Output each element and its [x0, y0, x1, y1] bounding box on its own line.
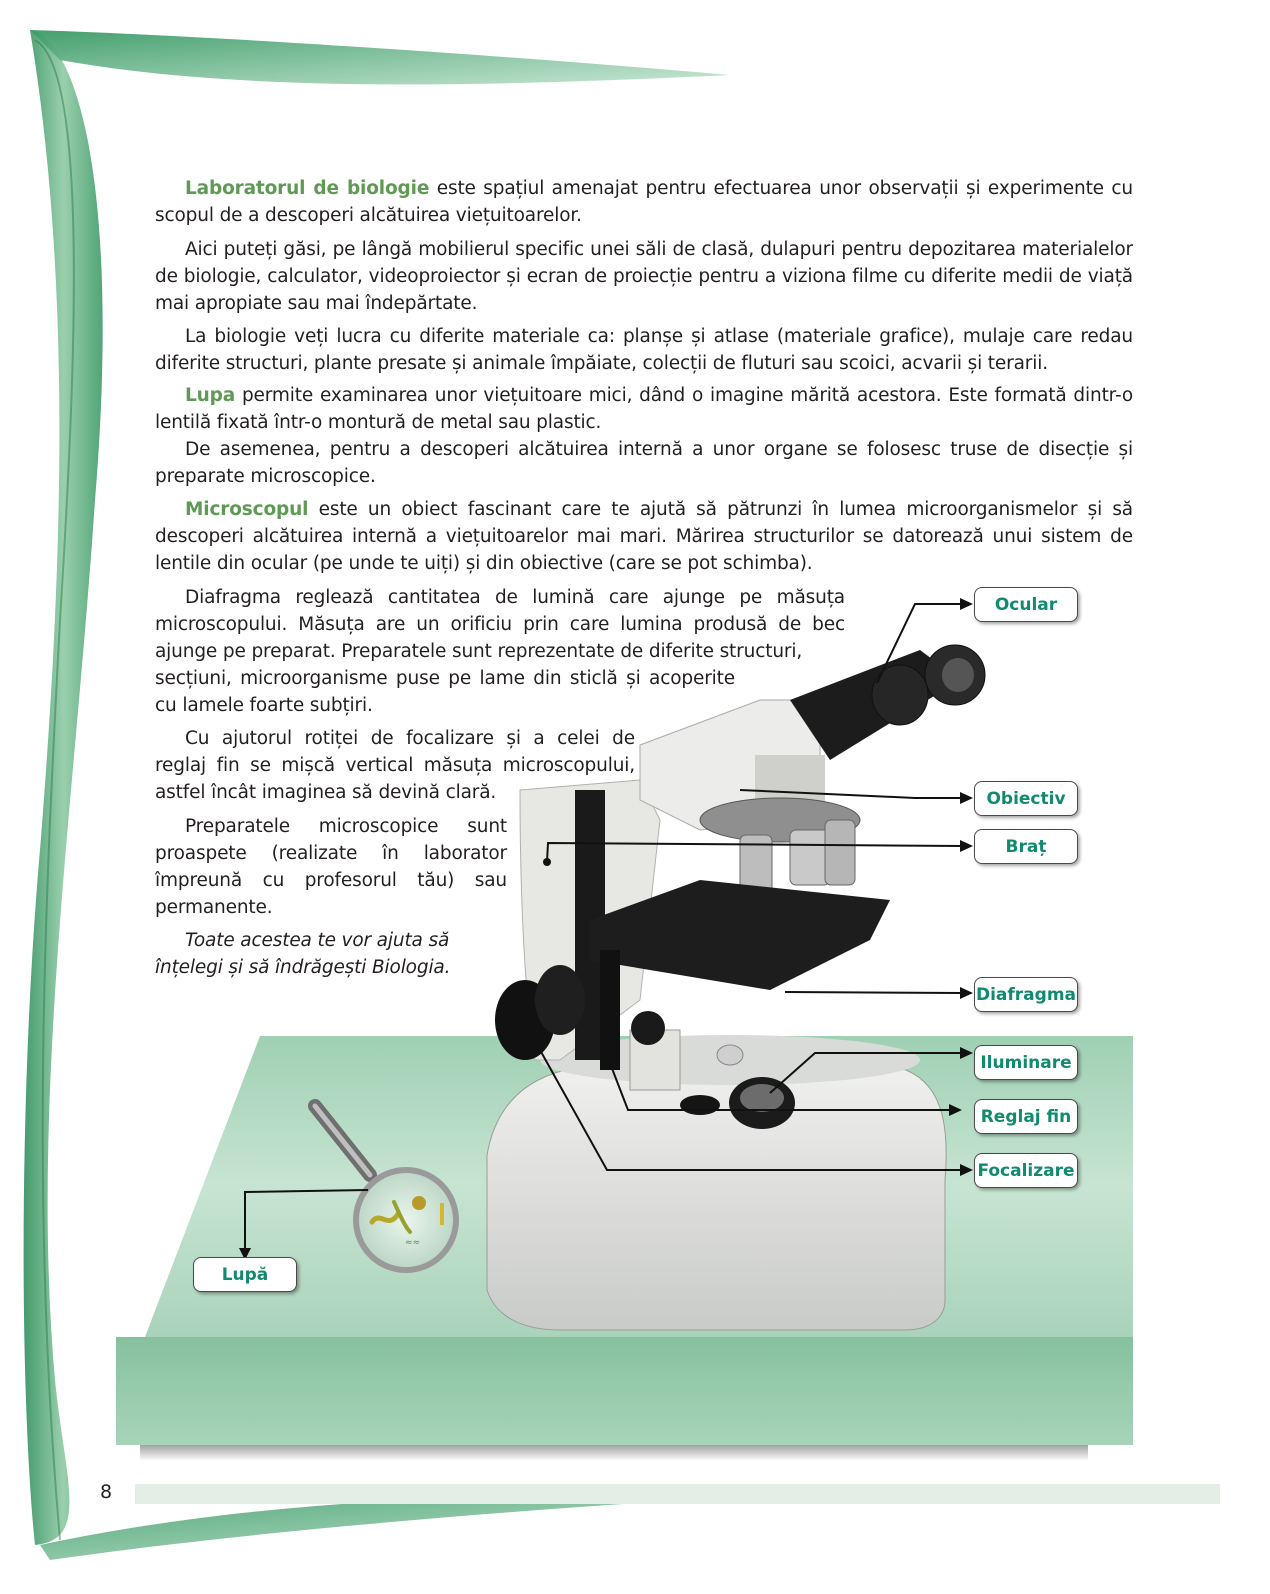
paragraph-text: este un obiect fascinant care te ajută să pătrunzi în lumea microorganismelor și să descoperi alcătuirea internă a viețuitoarelor mai mari. Mărirea structurilor se datorează unui sistem de lentile din ocular (pe unde te uiți) și din obiective (care se pot schimba).: [155, 499, 1133, 574]
callout-ocular: Ocular: [974, 587, 1078, 622]
paragraph-text: permite examinarea unor viețuitoare mici, dând o imagine mărită acestora. Este formată dintr-o lentilă fixată într-o montură de metal sau plastic.: [155, 385, 1133, 433]
materials-paragraph: La biologie veți lucra cu diferite materiale ca: planșe și atlase (materiale grafice), mulaje care redau diferite structuri, plante presate și animale împăiate, colecții de fluturi sau scoici, acvarii și terarii.: [155, 326, 1133, 374]
callout-iluminare: Iluminare: [974, 1045, 1078, 1080]
term-magnifier: Lupa: [185, 385, 236, 406]
diaphragm-paragraph: Diafragma reglează cantitatea de lumină care ajunge pe măsuța microscopului. Măsuța are un orificiu prin care lumina produsă de bec ajunge pe preparat. Preparatele sunt reprezentate de diferite structuri,: [155, 587, 845, 662]
furniture-paragraph: Aici puteți găsi, pe lângă mobilierul specific unei săli de clasă, dulapuri pentru depozitarea materialelor de biologie, calculator, videoproiector și ecran de proiecție pentru a viziona filme cu diferite medii de viață mai apropiate sau mai îndepărtate.: [155, 239, 1133, 314]
closing-paragraph: Toate acestea te vor ajuta să înțelegi și să îndrăgești Biologia.: [155, 930, 451, 978]
focus-paragraph: Cu ajutorul rotiței de focalizare și a celei de reglaj fin se mișcă vertical măsuța microscopului, astfel încât imaginea să devină clară.: [155, 728, 635, 803]
magnifier-paragraph: [155, 382, 1133, 436]
paragraph-text: este spațiul amenajat pentru efectuarea unor observații și experimente cu scopul de a descoperi alcătuirea viețuitoarelor.: [155, 178, 1133, 226]
callout-lupa: Lupă: [193, 1257, 297, 1292]
callout-diafragma: Diafragma: [974, 977, 1078, 1012]
callout-focalizare: Focalizare: [974, 1153, 1078, 1188]
intro-paragraph: [155, 175, 1133, 229]
dissection-paragraph: De asemenea, pentru a descoperi alcătuirea internă a unor organe se folosesc truse de disecție și preparate microscopice.: [155, 439, 1133, 487]
term-microscope: Microscopul: [185, 499, 309, 520]
callout-brat: Braț: [974, 829, 1078, 864]
preparations-paragraph: Preparatele microscopice sunt proaspete (realizate în laborator împreună cu profesorul tău) sau permanente.: [155, 816, 507, 918]
svg-text:≈≈: ≈≈: [405, 1238, 421, 1248]
page-number: 8: [100, 1481, 113, 1503]
callout-reglaj-fin: Reglaj fin: [974, 1099, 1078, 1134]
callout-obiectiv: Obiectiv: [974, 781, 1078, 816]
term-laboratory: Laboratorul de biologie: [185, 178, 430, 199]
diaphragm-paragraph-cont: secțiuni, microorganisme puse pe lame din sticlă și acoperite cu lamele foarte subțiri.: [155, 668, 735, 716]
microscope-paragraph: [155, 496, 1133, 577]
